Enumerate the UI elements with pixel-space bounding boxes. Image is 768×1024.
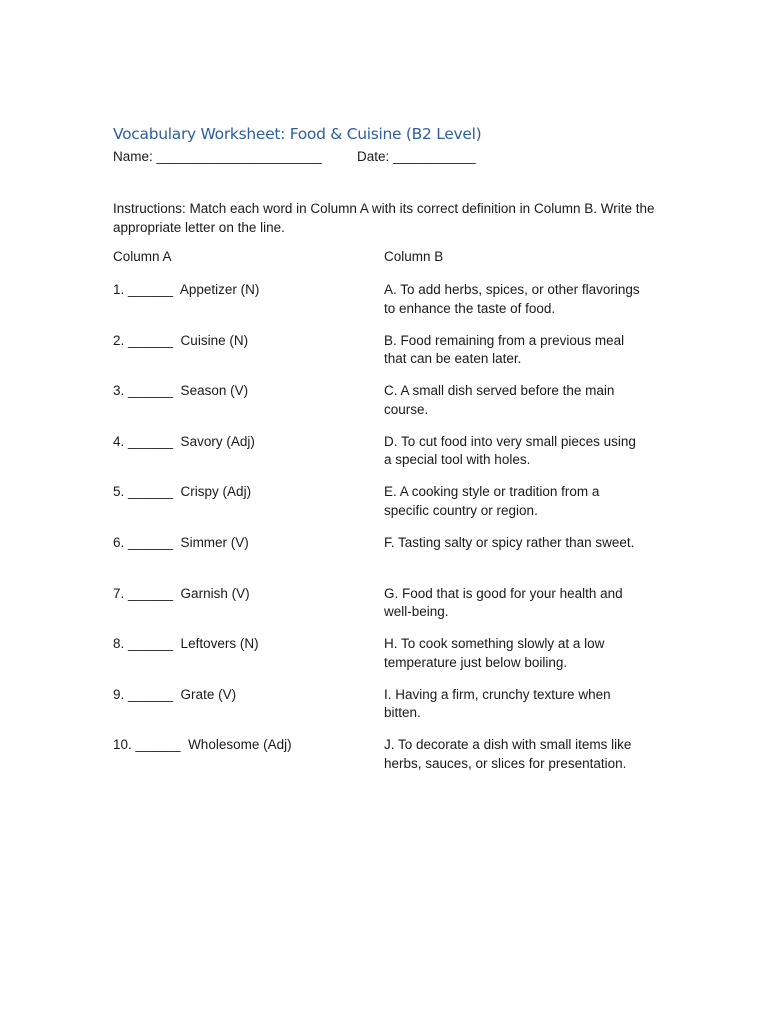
- matching-row: [0, 382, 768, 433]
- matching-row: [0, 534, 768, 585]
- term-item: 4. ______ Savory (Adj): [113, 433, 255, 449]
- term-item: 9. ______ Grate (V): [113, 686, 237, 702]
- matching-row: [0, 332, 768, 383]
- term-item: 2. ______ Cuisine (N): [113, 332, 249, 348]
- definition-item: I. Having a firm, crunchy texture when bitten.: [384, 686, 611, 721]
- matching-row: [0, 585, 768, 636]
- matching-row: [0, 686, 768, 737]
- matching-rows: [0, 281, 768, 787]
- definition-item: E. A cooking style or tradition from a specific country or region.: [384, 484, 600, 518]
- column-b-header: Column B: [384, 249, 444, 264]
- matching-row: [0, 736, 768, 787]
- definition-item: C. A small dish served before the main course.: [384, 383, 615, 417]
- definition-item: D. To cut food into very small pieces using a special tool with holes.: [384, 433, 636, 468]
- definition-item: H. To cook something slowly at a low temperature just below boiling.: [384, 636, 605, 670]
- term-item: 8. ______ Leftovers (N): [113, 636, 259, 652]
- definition-item: G. Food that is good for your health and well-being.: [384, 585, 623, 620]
- name-field: Name: ______________________: [113, 149, 322, 164]
- definition-item: J. To decorate a dish with small items like herbs, sauces, or slices for presentation.: [384, 737, 632, 771]
- term-item: 1. ______ Appetizer (N): [113, 282, 260, 297]
- date-field: Date: ___________: [357, 149, 476, 164]
- matching-row: [0, 433, 768, 484]
- term-item: 6. ______ Simmer (V): [113, 534, 249, 550]
- worksheet-title: Vocabulary Worksheet: Food & Cuisine (B2 Level): [113, 125, 482, 143]
- column-a-header: Column A: [113, 249, 172, 264]
- definition-item: F. Tasting salty or spicy rather than sweet.: [384, 534, 635, 550]
- term-item: 10. ______ Wholesome (Adj): [113, 737, 292, 753]
- matching-row: [0, 483, 768, 534]
- term-item: 3. ______ Season (V): [113, 383, 249, 399]
- matching-row: [0, 281, 768, 332]
- matching-row: [0, 635, 768, 686]
- instructions: Instructions: Match each word in Column A with its correct definition in Column B. Write the appropriate letter on the line.: [113, 201, 655, 235]
- definition-item: A. To add herbs, spices, or other flavorings to enhance the taste of food.: [384, 282, 640, 316]
- term-item: 5. ______ Crispy (Adj): [113, 484, 252, 500]
- term-item: 7. ______ Garnish (V): [113, 585, 250, 601]
- definition-item: B. Food remaining from a previous meal that can be eaten later.: [384, 332, 625, 367]
